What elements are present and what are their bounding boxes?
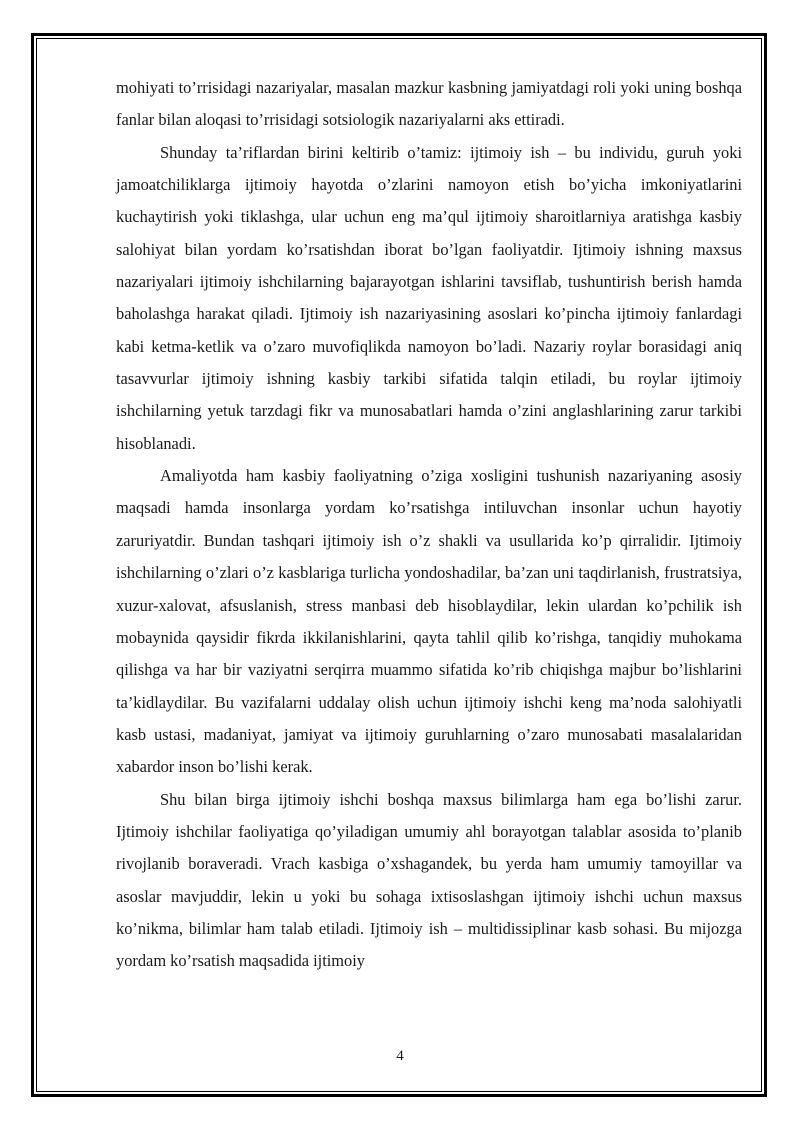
- paragraph-1: mohiyati to’rrisidagi nazariyalar, masalan mazkur kasbning jamiyatdagi roli yoki uning boshqa fanlar bilan aloqasi to’rrisidagi sotsiologik nazariyalarni aks ettiradi.: [116, 78, 742, 130]
- document-body: [116, 72, 742, 978]
- paragraph-4: Shu bilan birga ijtimoiy ishchi boshqa maxsus bilimlarga ham ega bo’lishi zarur. Ijtimoiy ishchilar faoliyatiga qo’yiladigan umumiy ahl borayotgan talablar asosida to’planib rivojlanib boraveradi. Vrach kasbiga o’xshagandek, bu yerda ham umumiy tamoyillar va asoslar mavjuddir, lekin u yoki bu sohaga ixtisoslashgan ijtimoiy ishchi uchun maxsus ko’nikma, bilimlar ham talab etiladi. Ijtimoiy ish – multidissiplinar kasb sohasi. Bu mijozga yordam ko’rsatish maqsadida ijtimoiy: [116, 789, 742, 971]
- page-number: 4: [396, 1048, 404, 1064]
- paragraph-3: Amaliyotda ham kasbiy faoliyatning o’ziga xosligini tushunish nazariyaning asosiy maqsadi hamda insonlarga yordam ko’rsatishga intiluvchan insonlar uchun hayotiy zaruriyatdir. Bundan tashqari ijtimoiy ish o’z shakli va usullarida ko’p qirralidir. Ijtimoiy ishchilarning o’zlari o’z kasblariga turlicha yondoshadilar, ba’zan uni taqdirlanish, frustratsiya, xuzur-xalovat, afsuslanish, stress manbasi deb hisoblaydilar, lekin ulardan ko’pchilik ish mobaynida qaysidir fikrda ikkilanishlarini, qayta tahlil qilib ko’rishga, tanqidiy muhokama qilishga va har bir vaziyatni serqirra muammo sifatida ko’rib chiqishga majbur bo’lishlarini ta’kidlaydilar. Bu vazifalarni uddalay olish uchun ijtimoiy ishchi keng ma’noda salohiyatli kasb ustasi, madaniyat, jamiyat va ijtimoiy guruhlarning o’zaro munosabati masalalaridan xabardor inson bo’lishi kerak.: [116, 466, 742, 777]
- paragraph-2: Shunday ta’riflardan birini keltirib o’tamiz: ijtimoiy ish – bu individu, guruh yoki jamoatchiliklarga ijtimoiy hayotda o’zlarini namoyon etish bo’yicha imkoniyatlarini kuchaytirish yoki tiklashga, ular uchun eng ma’qul ijtimoiy sharoitlarniya aratishga kasbiy salohiyat bilan yordam ko’rsatishdan iborat bo’lgan faoliyatdir. Ijtimoiy ishning maxsus nazariyalari ijtimoiy ishchilarning bajarayotgan ishlarini tavsiflab, tushuntirish berish hamda baholashga harakat qiladi. Ijtimoiy ish nazariyasining asoslari ko’pincha ijtimoiy fanlardagi kabi ketma-ketlik va o’zaro muvofiqlikda namoyon bo’ladi. Nazariy roylar borasidagi aniq tasavvurlar ijtimoiy ishning kasbiy tarkibi sifatida talqin etiladi, bu roylar ijtimoiy ishchilarning yetuk tarzdagi fikr va munosabatlari hamda o’zini anglashlarining zarur tarkibi hisoblanadi.: [116, 142, 742, 453]
